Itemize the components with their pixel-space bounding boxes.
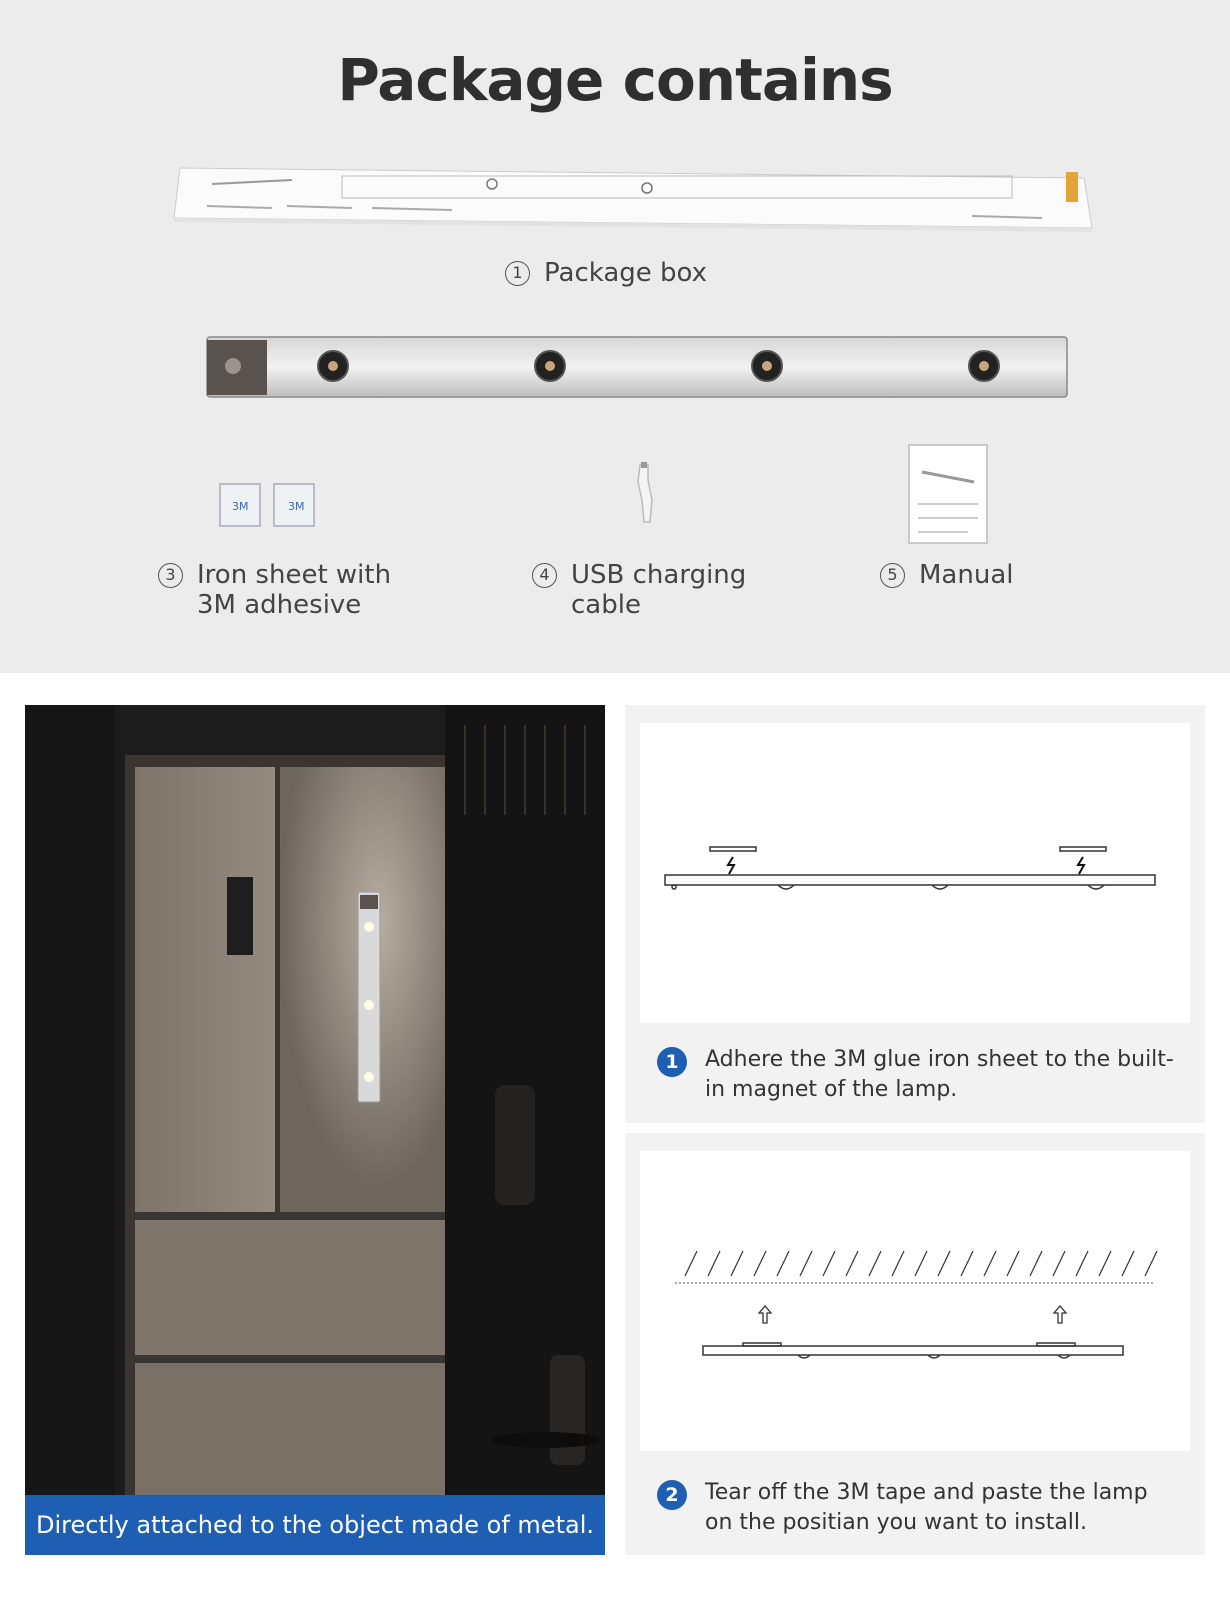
svg-text:3M: 3M [232,500,249,513]
step-2-caption [657,1478,1177,1538]
item-number: 5 [880,563,905,588]
step-1-card [625,705,1205,1123]
item-number: 3 [158,563,183,588]
package-box-image [172,166,1104,236]
item-number: 4 [532,563,557,588]
photo-caption: Directly attached to the object made of metal. [36,1511,594,1539]
item-label-line: Package box [544,258,708,288]
step-1-diagram [640,723,1190,1023]
item-label-line: Iron sheet with [197,560,392,590]
step-2-diagram [640,1151,1190,1451]
item-number: 1 [505,261,530,286]
item-manual [880,560,1013,590]
item-label-line: Manual [919,560,1014,590]
svg-text:3M: 3M [288,500,305,513]
photo-caption-bar [25,1495,605,1555]
iron-sheet-image [218,480,318,532]
item-label-line: cable [571,590,641,620]
mounting-diagram [640,1151,1190,1451]
package-title: Package contains [337,46,893,114]
item-usb-cable [532,560,746,620]
magnet-diagram [640,723,1190,1023]
fridge-photo [25,705,605,1555]
step-1-number: 1 [657,1047,687,1077]
item-label-line: USB charging [571,560,747,590]
step-2-text: Tear off the 3M tape and paste the lamp on the positian you want to install. [705,1480,1148,1535]
usb-cable-image [630,460,660,530]
step-1-text: Adhere the 3M glue iron sheet to the built-in magnet of the lamp. [705,1047,1174,1102]
manual-image [908,444,988,544]
item-package-box [505,258,707,288]
light-bar-image [205,334,1070,404]
step-2-number: 2 [657,1480,687,1510]
package-section [0,0,1230,673]
step-1-caption [657,1045,1177,1105]
step-2-card [625,1133,1205,1555]
item-label-line: 3M adhesive [197,590,362,620]
item-iron-sheet [158,560,391,620]
fridge-illustration [25,705,605,1555]
